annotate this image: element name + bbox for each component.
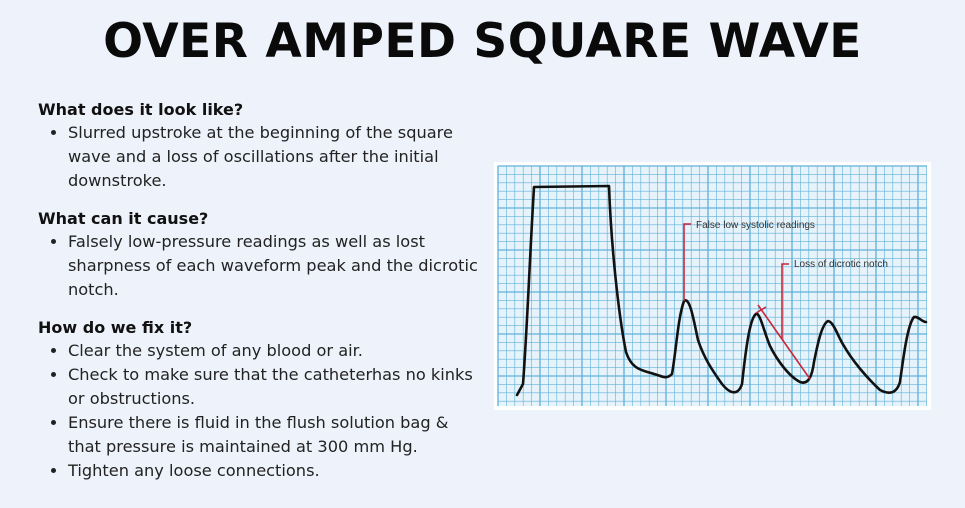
waveform-figure xyxy=(494,162,931,410)
bullet-item: • Check to make sure that the catheterhas no kinks or obstructions. xyxy=(68,363,478,411)
section-appearance xyxy=(38,100,478,193)
waveform-svg xyxy=(494,162,931,410)
bullet-item: • Clear the system of any blood or air. xyxy=(68,339,478,363)
annotation-label: False low systolic readings xyxy=(696,220,815,231)
bullet-item: • Falsely low-pressure readings as well as lost sharpness of each waveform peak and the dicrotic notch. xyxy=(68,230,478,302)
section-heading: What can it cause? xyxy=(38,209,209,228)
bullet-list xyxy=(38,230,478,302)
section-causes xyxy=(38,209,478,302)
annotation-label: Loss of dicrotic notch xyxy=(794,259,888,270)
page-title: OVER AMPED SQUARE WAVE xyxy=(103,14,862,69)
section-fixes xyxy=(38,318,478,483)
bullet-item: • Ensure there is fluid in the flush solution bag & that pressure is maintained at 300 mm Hg. xyxy=(68,411,478,459)
bullet-item: • Tighten any loose connections. xyxy=(68,459,478,483)
section-heading: How do we fix it? xyxy=(38,318,193,337)
section-heading: What does it look like? xyxy=(38,100,244,119)
bullet-list xyxy=(38,339,478,483)
content-text xyxy=(38,100,478,499)
bullet-list xyxy=(38,121,478,193)
bullet-item: • Slurred upstroke at the beginning of the square wave and a loss of oscillations after the initial downstroke. xyxy=(68,121,478,193)
